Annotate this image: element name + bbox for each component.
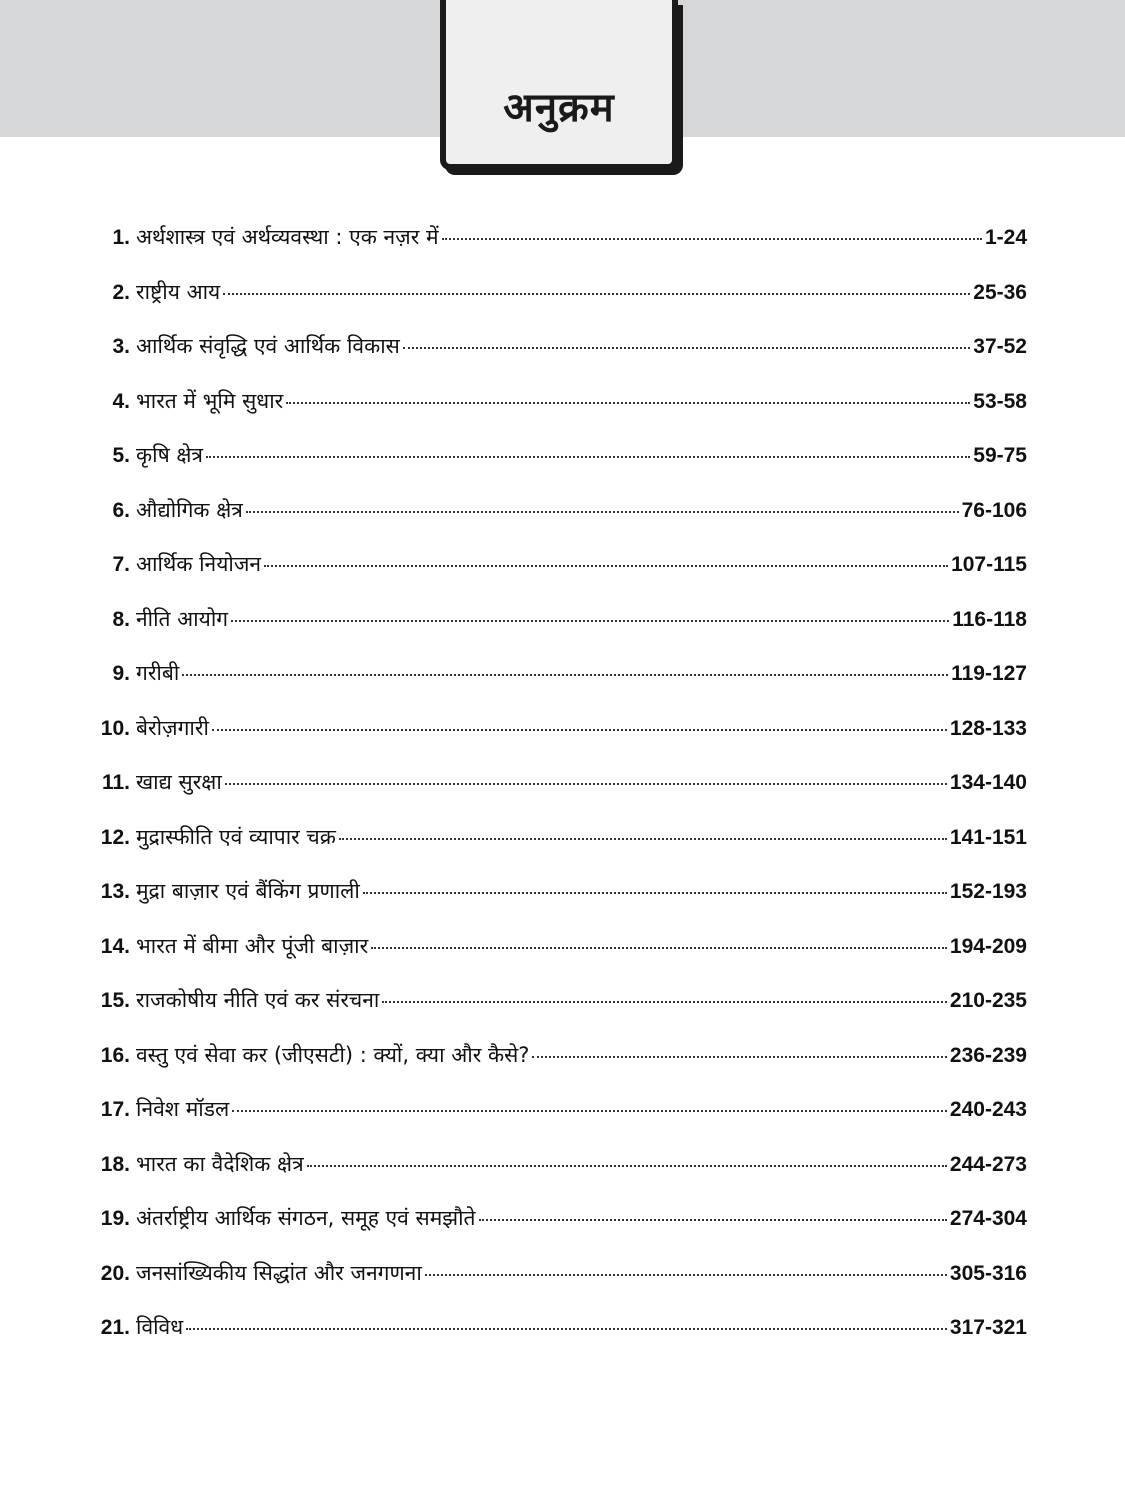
page-title: अनुक्रम: [503, 85, 615, 131]
dot-leader: [425, 1273, 947, 1276]
toc-pages: 59-75: [973, 444, 1027, 467]
dot-leader: [212, 728, 947, 731]
toc-pages: 128-133: [949, 716, 1027, 740]
toc-number: 16.: [100, 1043, 130, 1067]
toc-number: 21.: [100, 1316, 130, 1339]
toc-pages: 1-24: [984, 226, 1027, 249]
dot-leader: [246, 510, 959, 513]
toc-title: अर्थशास्त्र एवं अर्थव्यवस्था : एक नज़र में: [136, 225, 439, 249]
toc-title: आर्थिक नियोजन: [136, 552, 262, 576]
toc-entry[interactable]: [90, 1261, 1027, 1316]
toc-number: 19.: [100, 1207, 130, 1230]
toc-entry[interactable]: [90, 1097, 1027, 1152]
dot-leader: [307, 1164, 947, 1167]
toc-entry[interactable]: [90, 716, 1027, 771]
toc-pages: 152-193: [949, 880, 1027, 903]
toc-number: 4.: [112, 389, 130, 413]
toc-number: 7.: [112, 553, 130, 576]
dot-leader: [286, 401, 970, 404]
toc-number: 12.: [100, 825, 130, 849]
dot-leader: [264, 564, 948, 567]
toc-title: जनसांख्यिकीय सिद्धांत और जनगणना: [136, 1260, 422, 1285]
toc-entry[interactable]: [90, 1043, 1027, 1098]
toc-number: 20.: [100, 1261, 130, 1285]
toc-entry[interactable]: [90, 552, 1027, 607]
toc-pages: 194-209: [949, 934, 1027, 958]
toc-entry[interactable]: [90, 280, 1027, 335]
toc-entry[interactable]: [90, 443, 1027, 498]
dot-leader: [206, 455, 970, 458]
toc-number: 1.: [112, 226, 130, 249]
toc-title: खाद्य सुरक्षा: [136, 770, 222, 794]
toc-pages: 76-106: [961, 498, 1027, 522]
toc-title: कृषि क्षेत्र: [136, 443, 204, 467]
dot-leader: [363, 891, 947, 894]
dot-leader: [532, 1055, 946, 1058]
toc-pages: 116-118: [952, 607, 1027, 631]
toc-entry[interactable]: [90, 661, 1027, 716]
toc-pages: 236-239: [949, 1043, 1027, 1067]
toc-entry[interactable]: [90, 498, 1027, 553]
dot-leader: [186, 1327, 947, 1330]
toc-entry[interactable]: [90, 1206, 1027, 1261]
toc-entry[interactable]: [90, 770, 1027, 825]
toc-number: 6.: [112, 498, 130, 522]
toc-title: नीति आयोग: [136, 606, 229, 631]
toc-number: 8.: [112, 607, 130, 631]
toc-entry[interactable]: [90, 334, 1027, 389]
toc-pages: 134-140: [949, 771, 1027, 794]
toc-entry[interactable]: [90, 988, 1027, 1043]
toc-pages: 274-304: [949, 1207, 1027, 1230]
toc-pages: 25-36: [973, 280, 1027, 304]
dot-leader: [223, 292, 970, 295]
toc-entry[interactable]: [90, 1152, 1027, 1207]
dot-leader: [339, 837, 947, 840]
toc-pages: 119-127: [951, 662, 1027, 685]
toc-title: वस्तु एवं सेवा कर (जीएसटी) : क्यों, क्या और कैसे?: [136, 1042, 530, 1067]
toc-entry[interactable]: [90, 879, 1027, 934]
toc-entry[interactable]: [90, 389, 1027, 444]
toc-number: 2.: [112, 280, 130, 304]
toc-number: 17.: [100, 1098, 130, 1121]
toc-number: 5.: [112, 444, 130, 467]
toc-title: भारत का वैदेशिक क्षेत्र: [136, 1151, 304, 1176]
dot-leader: [225, 782, 947, 785]
toc-title: विविध: [136, 1315, 184, 1339]
toc-title: राष्ट्रीय आय: [136, 279, 221, 304]
toc-title: भारत में भूमि सुधार: [136, 388, 284, 413]
toc-number: 10.: [100, 716, 130, 740]
toc-pages: 141-151: [949, 825, 1027, 849]
toc-pages: 37-52: [973, 335, 1027, 358]
toc-title: गरीबी: [136, 661, 180, 685]
toc-title: भारत में बीमा और पूंजी बाज़ार: [136, 933, 369, 958]
toc-number: 9.: [112, 662, 130, 685]
toc-title: बेरोज़गारी: [136, 715, 209, 740]
dot-leader: [403, 346, 970, 349]
dot-leader: [479, 1218, 947, 1221]
dot-leader: [231, 619, 949, 622]
dot-leader: [442, 237, 982, 240]
toc-title: औद्योगिक क्षेत्र: [136, 497, 243, 522]
toc-number: 18.: [100, 1152, 130, 1176]
table-of-contents: [90, 225, 1027, 1370]
toc-title: अंतर्राष्ट्रीय आर्थिक संगठन, समूह एवं समझौते: [136, 1206, 476, 1230]
toc-number: 15.: [100, 989, 130, 1012]
toc-title: आर्थिक संवृद्धि एवं आर्थिक विकास: [136, 334, 400, 358]
toc-pages: 244-273: [949, 1152, 1027, 1176]
toc-pages: 210-235: [949, 989, 1027, 1012]
toc-number: 14.: [100, 934, 130, 958]
toc-number: 13.: [100, 880, 130, 903]
toc-title: मुद्रास्फीति एवं व्यापार चक्र: [136, 824, 336, 849]
toc-entry[interactable]: [90, 825, 1027, 880]
dot-leader: [371, 946, 947, 949]
toc-number: 3.: [112, 335, 130, 358]
toc-pages: 317-321: [949, 1316, 1027, 1339]
title-box: [440, 0, 678, 170]
toc-pages: 240-243: [949, 1098, 1027, 1121]
toc-title: मुद्रा बाज़ार एवं बैंकिंग प्रणाली: [136, 879, 360, 903]
toc-number: 11.: [101, 771, 130, 794]
dot-leader: [382, 1000, 947, 1003]
toc-pages: 305-316: [949, 1261, 1027, 1285]
toc-title: राजकोषीय नीति एवं कर संरचना: [136, 988, 380, 1012]
toc-title: निवेश मॉडल: [136, 1097, 230, 1121]
toc-entry[interactable]: [90, 1315, 1027, 1370]
toc-pages: 53-58: [973, 389, 1027, 413]
toc-entry[interactable]: [90, 607, 1027, 662]
dot-leader: [232, 1109, 947, 1112]
dot-leader: [182, 673, 948, 676]
toc-entry[interactable]: [90, 934, 1027, 989]
toc-entry[interactable]: [90, 225, 1027, 280]
toc-pages: 107-115: [951, 553, 1027, 576]
